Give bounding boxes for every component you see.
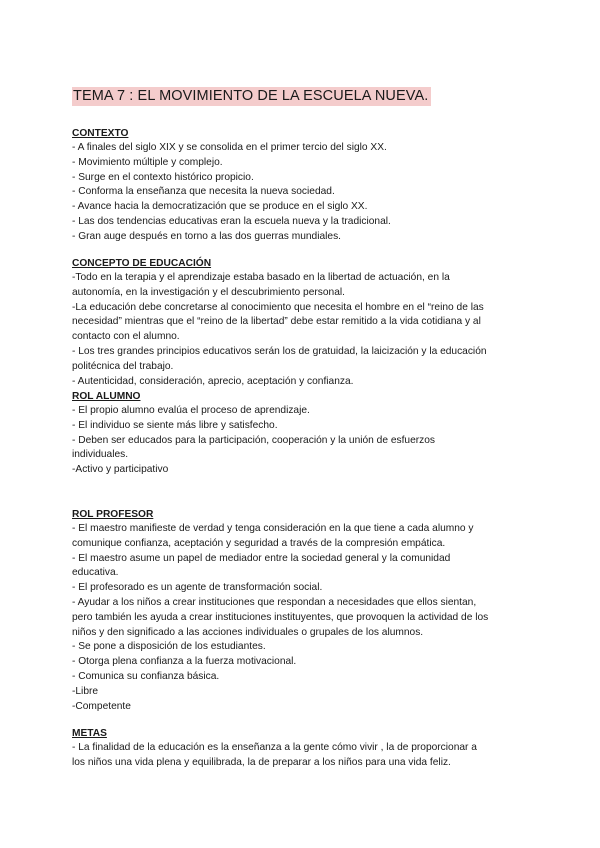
text-line: - A finales del siglo XIX y se consolida en el primer tercio del siglo XX. [72,142,387,153]
text-line: - El maestro asume un papel de mediador entre la sociedad general y la comunidad [72,552,451,564]
text-line: - Otorga plena confianza a la fuerza motivacional. [72,656,297,668]
text-line: - Ayudar a los niños a crear instituciones que respondan a necesidades que ellos sientan, [72,596,477,608]
text-line: -Competente [72,700,131,712]
section-contexto [72,126,532,245]
section-heading: ROL ALUMNO [72,391,141,402]
text-line: los niños una vida plena y equilibrada, la de preparar a los niños para una vida feliz. [72,756,451,768]
text-line: necesidad” mientras que el “reino de la libertad” debe estar remitido a la vida cotidiana y al [72,316,481,328]
text-line: -Activo y participativo [72,464,169,476]
text-line: - Avance hacia la democratización que se produce en el siglo XX. [72,201,368,213]
text-line: - Los tres grandes principios educativos serán los de gratuidad, la laicización y la educación [72,345,487,357]
text-line: - Autenticidad, consideración, aprecio, aceptación y confianza. [72,375,354,387]
text-line: - El individuo se siente más libre y satisfecho. [72,419,278,431]
document-title: TEMA 7 : EL MOVIMIENTO DE LA ESCUELA NUEVA. [72,87,431,106]
text-line: - Surge en el contexto histórico propicio. [72,171,254,183]
text-line: - Comunica su confianza básica. [72,670,220,682]
text-line: - El maestro manifieste de verdad y tenga consideración en la que tiene a cada alumno y [72,523,474,534]
text-line: individuales. [72,449,129,461]
text-line: -Libre [72,685,99,697]
section-heading: METAS [72,728,107,739]
section-rol-alumno [72,389,532,478]
section-rol-profesor [72,507,532,714]
section-concepto-educacion [72,256,532,389]
text-line: - Se pone a disposición de los estudiantes. [72,641,266,653]
text-line: - El profesorado es un agente de transformación social. [72,582,323,594]
text-line: - Conforma la enseñanza que necesita la nueva sociedad. [72,186,335,198]
text-line: - Gran auge después en torno a las dos guerras mundiales. [72,230,341,242]
text-line: -La educación debe concretarse al conocimiento que necesita el hombre en el “reino de las [72,301,484,313]
text-line: contacto con el alumno. [72,331,180,343]
section-heading: ROL PROFESOR [72,509,154,520]
text-line: niños y den significado a las acciones individuales o grupales de los alumnos. [72,626,424,638]
text-line: -Todo en la terapia y el aprendizaje estaba basado en la libertad de actuación, en la [72,272,450,283]
section-metas [72,726,532,771]
text-line: autonomía, en la investigación y el descubrimiento personal. [72,286,345,298]
text-line: politécnica del trabajo. [72,360,174,372]
text-line: - La finalidad de la educación es la enseñanza a la gente cómo vivir , la de proporcionar a [72,742,477,753]
text-line: pero también les ayuda a crear instituciones instituyentes, que provoquen la actividad de los [72,611,489,623]
text-line: - Las dos tendencias educativas eran la escuela nueva y la tradicional. [72,215,391,227]
section-heading: CONCEPTO DE EDUCACIÓN [72,258,212,269]
text-line: - Deben ser educados para la participación, cooperación y la unión de esfuerzos [72,434,436,446]
text-line: comunique confianza, aceptación y seguridad a través de la compresión empática. [72,537,446,549]
section-heading: CONTEXTO [72,128,129,139]
text-line: educativa. [72,567,119,579]
text-line: - El propio alumno evalúa el proceso de aprendizaje. [72,405,310,416]
text-line: - Movimiento múltiple y complejo. [72,156,223,168]
